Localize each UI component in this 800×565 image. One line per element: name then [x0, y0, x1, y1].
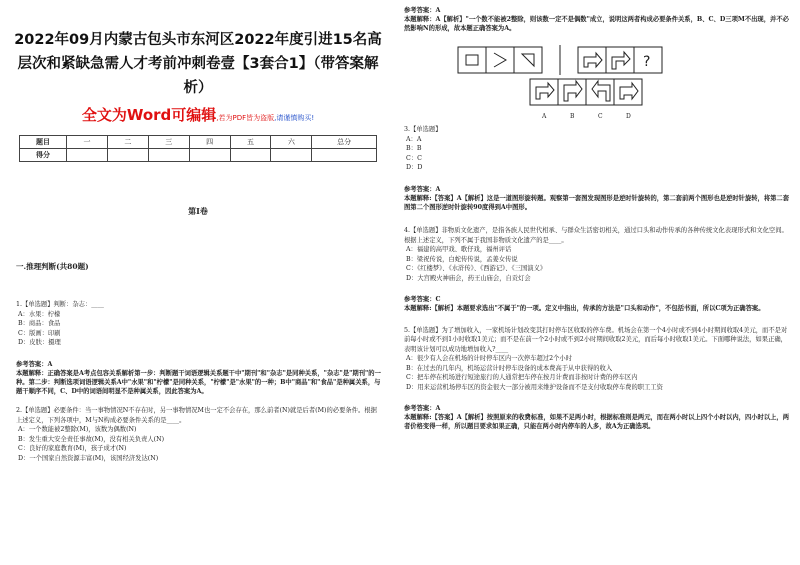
- section-heading: 一.推理判断(共80题): [16, 262, 89, 271]
- option-c: C：良好的家庭教育(M)，孩子成才(N): [18, 445, 127, 453]
- option-box-a: [530, 79, 558, 105]
- figure-labels: [404, 113, 798, 121]
- score-cell: 四: [189, 136, 230, 149]
- option-b: B：商品：食品: [18, 320, 61, 327]
- figure-box: [486, 47, 514, 73]
- figure-box: [458, 47, 486, 73]
- option-a: A：水果：柠檬: [18, 310, 61, 318]
- svg-text:?: ?: [643, 54, 651, 71]
- figure-label-b: B: [570, 113, 575, 121]
- option-d: D：皮肤：摄理: [18, 339, 61, 346]
- option-d: D：用来运营机场停车区的资金很大一部分被用来维护设备而不是支付收取停车费的职工工资: [406, 383, 663, 391]
- score-cell: 题目: [20, 136, 67, 149]
- score-table-row: [20, 149, 377, 162]
- score-row-label: 得分: [20, 149, 67, 162]
- score-cell: 六: [271, 136, 312, 149]
- score-cell: [67, 149, 108, 162]
- figure-label-a: A: [542, 113, 547, 121]
- question-5: [404, 326, 790, 393]
- explanation-4: 本题解释:【解析】本题要求选出"不属于"的一项。定义中指出，传承的方法是"口头和动作"，不包括书面，所以C项为正确答案。: [404, 305, 765, 313]
- option-c: C：《红楼梦》、《水浒传》、《西游记》、《三国演义》: [406, 265, 547, 273]
- explanation-2: 本题解释：A【解析】"一个数不能被2整除，则该数一定不是偶数"成立，说明这两者构成必要条件关系，B、C、D三项M不出现，并不必然影响N的形成，故本题正确答案为A。: [404, 16, 789, 33]
- answer-2: 参考答案：A: [404, 7, 441, 14]
- option-b: B：梁祝传说，白蛇传传说，孟姜女传说: [406, 255, 518, 263]
- option-a: A：A: [406, 135, 422, 143]
- score-cell: [107, 149, 148, 162]
- question-stem: 1.【单选题】判断：杂志：____: [16, 301, 104, 308]
- option-c: C：版画：印刷: [18, 329, 61, 337]
- question-1: [16, 300, 382, 348]
- figure-label-d: D: [626, 113, 631, 121]
- question-stem: 2.【单选题】必要条件：当一事物情况N不存在时，另一事物情况M也一定不会存在，那么前者(N)就是后者(M)的必要条件。根据上述定义，下列各项中，M与N构成必要条件关系的是____。: [16, 407, 377, 424]
- explanation-3: 本题解释:【答案】A【解析】这是一道图形旋转题。观察第一套图发现图形是逆时针旋转的，第二套前两个图形也是逆时针旋转，将第二套图第二个图形逆时针旋转90度得到A中图形。: [404, 194, 790, 212]
- score-table-header: [20, 136, 377, 149]
- score-cell: 二: [107, 136, 148, 149]
- score-cell: [230, 149, 271, 162]
- piracy-notice: [0, 104, 396, 125]
- option-c: C：C: [406, 154, 422, 162]
- option-a: A：福建的高甲戏、歌仔戏，福州评话: [406, 246, 512, 254]
- option-a: A：很少有人会在机场的计时停车区内一次停车超过2个小时: [406, 355, 572, 363]
- score-table: [19, 135, 377, 162]
- score-cell: [189, 149, 230, 162]
- notice-end: ,请谨慎购买!: [274, 114, 315, 122]
- option-box-b: [558, 79, 586, 105]
- page-title: 2022年09月内蒙古包头市东河区2022年度引进15名高层次和紧缺急需人才考前冲刺卷壹【3套合1】（带答案解析）: [14, 32, 382, 96]
- right-column: [404, 0, 798, 565]
- score-cell: [148, 149, 189, 162]
- score-cell: 总分: [312, 136, 377, 149]
- option-b: B：在过去的几年内，机场运营计时停车设备的成本费高于从中获得的收入: [406, 364, 613, 372]
- answer-3: 参考答案：A: [404, 185, 441, 193]
- volume-heading: 第I卷: [188, 206, 208, 216]
- score-cell: 三: [148, 136, 189, 149]
- rotation-figure-svg: [456, 43, 674, 111]
- rotation-figure: [456, 43, 674, 111]
- notice-mid: ,若为PDF皆为盗版: [216, 114, 275, 122]
- notice-main: 全文为Word可编辑: [81, 106, 217, 124]
- answer-1: 参考答案：A: [16, 360, 53, 368]
- figure-label-c: C: [598, 113, 603, 121]
- option-b: B：B: [406, 145, 422, 153]
- score-cell: 五: [230, 136, 271, 149]
- figure-box: [606, 47, 634, 73]
- explanation-1: 本题解释：正确答案是A考点包容关系解析第一步：判断题干词语逻辑关系题干中"期刊"和"杂志"是同种关系，"杂志"是"期刊"的一种。第二步：判断选项词语逻辑关系A中"水果"和"柠檬"是同种关系，"柠檬"是"水果"的一种；B中"商品"和"食品"是种属关系，与题干顺序不同，C、D中的词语间明显不是种属关系，因此答案为A。: [16, 369, 381, 395]
- score-cell: [312, 149, 377, 162]
- option-c: C：把车停在机场进行短途旅行的人通常把车停在按月计费而非按时计费的停车区内: [406, 374, 638, 382]
- score-cell: 一: [67, 136, 108, 149]
- answer-5: 参考答案：A: [404, 405, 441, 413]
- question-3: [404, 125, 790, 173]
- score-cell: [271, 149, 312, 162]
- answer-4: 参考答案：C: [404, 296, 441, 304]
- option-a: A：一个数能被2整除(M)，该数为偶数(N): [18, 426, 137, 434]
- question-stem: 4.【单选题】非物质文化遗产，是指各族人民世代相承、与群众生活密切相关，通过口头和动作传承的各种传统文化表现形式和文化空间。根据上述定义，下列不属于我国非物质文化遗产的是____。: [404, 227, 788, 244]
- option-d: D：D: [406, 164, 423, 172]
- explanation-5: 本题解释:【答案】A【解析】按照原来的收费标准，如果不足两小时，根据标准则是两元，而在两小时以上四个小时以内，四小时以上，两者价格变得一样，所以题目要求如果正确，只能在两小时内停车的人多，故A为正确选项。: [404, 414, 790, 431]
- left-column: [0, 0, 396, 565]
- option-b: B：发生重大安全责任事故(M)，没有相关负责人(N): [18, 435, 165, 443]
- option-d: D：大宫殿火神庙会，药王山庙会，自贡灯会: [406, 274, 531, 282]
- question-stem: 5.【单选题】为了增加收入，一家机场计划改变其打时停车区收取的停车费。机场会在第一个4小时或不到4小时期间收取4美元，而不是对前每小时或不到1小时收取1美元；而不是在前一个2小时或不到2小时期间收取2美元，而后每小时收取1美元。下面哪种说法，如果正确，表明该计划可以成功地增加收入?____: [404, 326, 788, 353]
- option-d: D：一个国家自然资源丰富(M)，该国经济发达(N): [18, 454, 159, 462]
- question-4: [404, 226, 790, 283]
- question-2: [16, 406, 382, 463]
- question-stem: 3.【单选题】: [404, 126, 442, 134]
